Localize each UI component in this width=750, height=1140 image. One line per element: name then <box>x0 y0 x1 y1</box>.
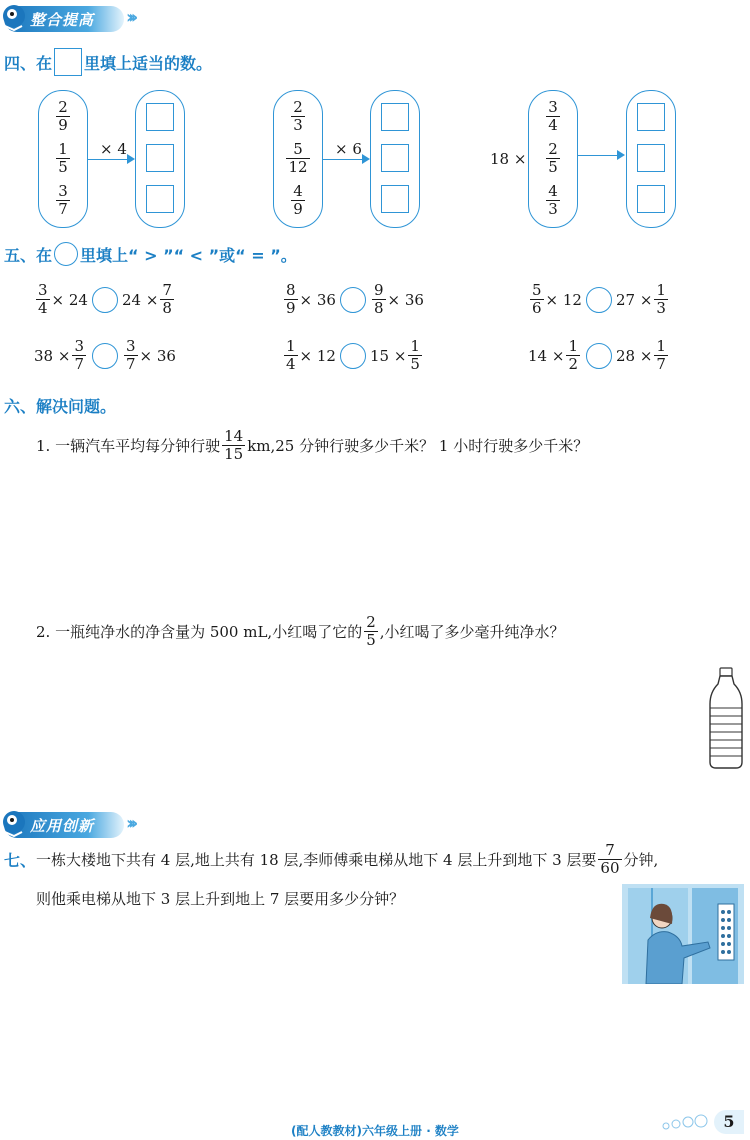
answer-pill <box>135 90 185 228</box>
q4-title-tail: 里填上适当的数。 <box>84 53 213 73</box>
arrow-head-icon <box>362 154 370 164</box>
answer-box[interactable] <box>637 144 665 172</box>
arrow <box>322 159 362 160</box>
fraction-pill <box>38 90 88 228</box>
compare-item: $\frac{1}{4}$ × 12 15 × $\frac{1}{5}$ <box>286 337 420 373</box>
answer-box[interactable] <box>146 185 174 213</box>
answer-box[interactable] <box>146 144 174 172</box>
answer-pill <box>626 90 676 228</box>
compare-circle[interactable] <box>92 287 118 313</box>
compare-circle[interactable] <box>92 343 118 369</box>
answer-box[interactable] <box>637 185 665 213</box>
problem-1: 1. 一辆汽车平均每分钟行驶 $\frac{14}{15}$ km,25 分钟行驶多少千米？ 1 小时行驶多少千米？ <box>36 427 589 463</box>
answer-box[interactable] <box>381 144 409 172</box>
fraction: $\frac{2}{9}$ <box>58 98 68 134</box>
arrow <box>87 159 127 160</box>
q4-title: 四、在 <box>4 53 53 73</box>
fraction: $\frac{4}{3}$ <box>548 182 558 218</box>
answer-box[interactable] <box>637 103 665 131</box>
compare-item: $\frac{3}{4}$ × 24 24 × $\frac{7}{8}$ <box>38 281 172 317</box>
banner-title: 整合提高 <box>30 10 95 29</box>
answer-box[interactable] <box>146 103 174 131</box>
chevrons-icon: ››› <box>126 813 134 834</box>
q6-heading <box>4 394 116 417</box>
banner-title: 应用创新 <box>30 816 95 835</box>
answer-circle-icon <box>54 242 78 266</box>
elevator-illustration <box>622 884 744 984</box>
section-banner-innovate <box>4 812 124 838</box>
q7-line1: 七、 一栋大楼地下共有 4 层,地上共有 18 层,李师傅乘电梯从地下 4 层上升到地下 3 层要 $\frac{7}{60}$ 分钟, <box>4 841 659 877</box>
fraction-pill <box>528 90 578 228</box>
answer-box[interactable] <box>381 185 409 213</box>
compare-circle[interactable] <box>586 343 612 369</box>
arrow-head-icon <box>127 154 135 164</box>
q5-title-tail: 里填上“ > ”“ < ”或“ = ”。 <box>80 245 297 265</box>
answer-box[interactable] <box>381 103 409 131</box>
compare-item: 14 × $\frac{1}{2}$ 28 × $\frac{1}{7}$ <box>528 337 666 373</box>
mascot-icon <box>2 2 28 32</box>
fraction: $\frac{1}{5}$ <box>58 140 68 176</box>
q6-title: 六、解决问题。 <box>4 397 117 416</box>
q5-title: 五、在 <box>4 245 53 265</box>
compare-circle[interactable] <box>340 287 366 313</box>
fraction: $\frac{3}{4}$ <box>548 98 558 134</box>
compare-item: 38 × $\frac{3}{7}$ $\frac{3}{7}$ × 36 <box>34 337 176 373</box>
q7-line2: 则他乘电梯从地下 3 层上升到地上 7 层要用多少分钟？ <box>36 890 405 908</box>
answer-box-icon <box>54 48 82 76</box>
operator-label: × 4 <box>100 140 127 158</box>
compare-circle[interactable] <box>340 343 366 369</box>
fraction: $\frac{5}{12}$ <box>288 140 308 176</box>
fraction: $\frac{2}{3}$ <box>293 98 303 134</box>
arrow <box>577 155 617 156</box>
arrow-head-icon <box>617 150 625 160</box>
fraction-pill <box>273 90 323 228</box>
fraction: $\frac{4}{9}$ <box>293 182 303 218</box>
compare-item: $\frac{5}{6}$ × 12 27 × $\frac{1}{3}$ <box>532 281 666 317</box>
compare-item: $\frac{8}{9}$ × 36 $\frac{9}{8}$ × 36 <box>286 281 424 317</box>
page-number: 5 <box>714 1110 744 1134</box>
q4-heading <box>4 48 212 76</box>
compare-circle[interactable] <box>586 287 612 313</box>
mascot-icon <box>2 808 28 838</box>
water-bottle-icon <box>706 666 746 770</box>
section-banner-integrate <box>4 6 124 32</box>
answer-pill <box>370 90 420 228</box>
operator-label: 18 × <box>490 150 527 168</box>
fraction: $\frac{3}{7}$ <box>58 182 68 218</box>
operator-label: × 6 <box>335 140 362 158</box>
fraction: $\frac{2}{5}$ <box>548 140 558 176</box>
q7-label: 七、 <box>4 851 37 870</box>
chevrons-icon: ››› <box>126 7 134 28</box>
q5-heading <box>4 242 297 266</box>
footer-text: (配人教教材)六年级上册 · 数学 <box>291 1124 459 1138</box>
problem-2: 2. 一瓶纯净水的净含量为 500 mL,小红喝了它的 $\frac{2}{5}$ ,小红喝了多少毫升纯净水？ <box>36 613 565 649</box>
